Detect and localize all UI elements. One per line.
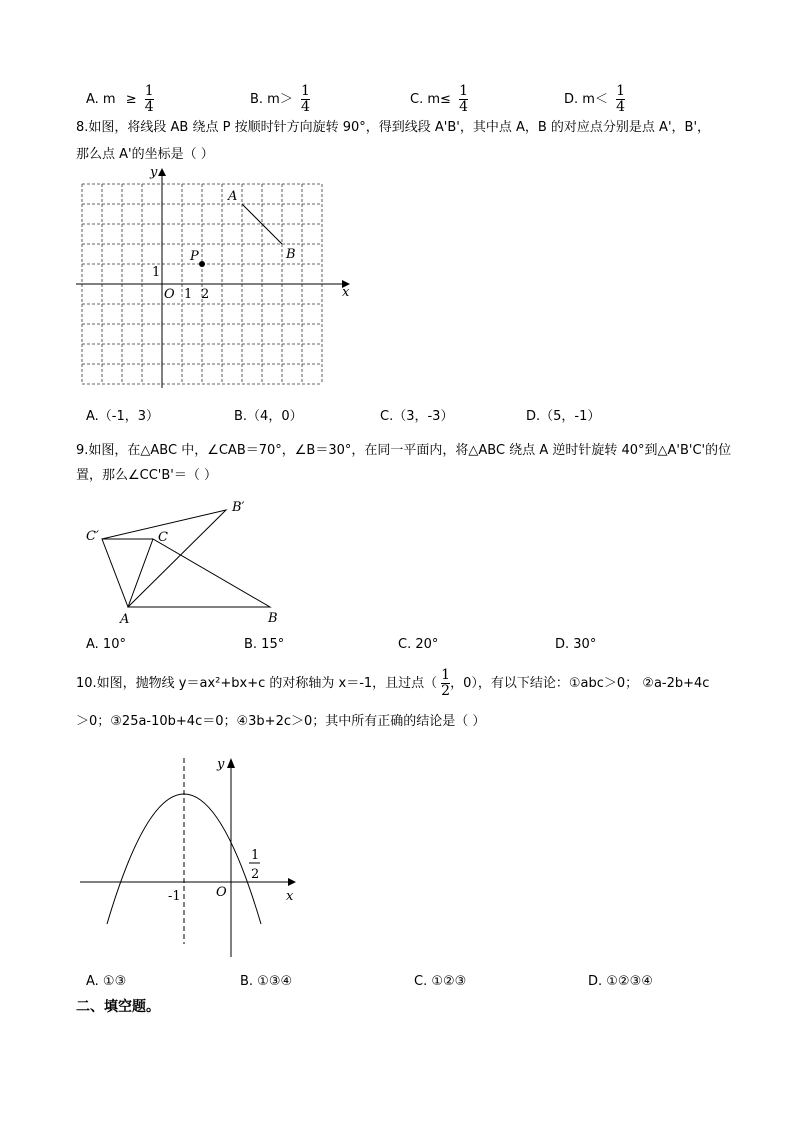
q8-option-a: A.（-1，3）	[86, 409, 160, 424]
point-p-label: P	[190, 249, 199, 264]
numerator: 1	[441, 667, 451, 683]
q8-option-d: D.（5，-1）	[526, 409, 601, 424]
q9-triangle-figure	[80, 495, 300, 630]
origin-label: O	[164, 287, 175, 302]
point-b-label: B	[286, 247, 296, 262]
denominator: 4	[144, 99, 154, 115]
y-tick-1: 1	[152, 265, 161, 280]
q9-option-a: A. 10°	[86, 637, 126, 652]
option-label: C. m	[410, 92, 441, 107]
fraction	[441, 668, 450, 699]
option-label: A. m	[86, 92, 116, 107]
triangle-abc	[128, 539, 270, 607]
q10-stem-line1	[76, 668, 709, 699]
x-axis-label: x	[286, 889, 294, 904]
option-label: D. m	[564, 92, 595, 107]
q10-option-c: C. ①②③	[414, 974, 467, 989]
q7-option-c	[410, 84, 468, 115]
stem-part-2: ，0），有以下结论：①abc＞0； ②a-2b+4c	[450, 676, 710, 691]
q8-stem-line1: 8.如图，将线段 AB 绕点 P 按顺时针方向旋转 90°，得到线段 A'B'，其中点 A，B 的对应点分别是点 A'，B'，	[76, 120, 711, 135]
point-a-label: A	[120, 612, 130, 627]
relation-symbol: ＜	[594, 92, 608, 107]
q8-grid-figure	[70, 162, 360, 392]
fraction	[301, 84, 310, 115]
q9-option-c: C. 20°	[398, 637, 439, 652]
q10-option-a: A. ①③	[86, 974, 127, 989]
y-axis-arrow	[158, 168, 166, 176]
q10-option-d: D. ①②③④	[588, 974, 653, 989]
q10-option-b: B. ①③④	[240, 974, 293, 989]
denominator: 4	[301, 99, 310, 115]
denominator: 4	[459, 99, 468, 115]
numerator: 1	[144, 83, 154, 99]
q9-stem-line2: 置，那么∠CC'B'＝（ ）	[76, 468, 218, 483]
half-numerator: 1	[251, 848, 260, 863]
point-b-label: B	[268, 611, 278, 626]
y-axis-arrow	[227, 758, 235, 768]
numerator: 1	[301, 83, 310, 99]
option-label: B. m	[250, 92, 280, 107]
point-c-label: C	[158, 530, 168, 545]
q9-stem-line1: 9.如图，在△ABC 中，∠CAB＝70°，∠B＝30°，在同一平面内，将△ABC 绕点 A 逆时针旋转 40°到△A'B'C'的位	[76, 443, 732, 458]
denominator: 4	[616, 99, 626, 115]
triangle-ab2c2	[102, 510, 226, 607]
y-axis-label: y	[217, 757, 225, 772]
point-p	[199, 261, 205, 267]
numerator: 1	[616, 83, 626, 99]
q9-option-d: D. 30°	[555, 637, 597, 652]
x-axis-label: x	[342, 285, 350, 300]
q8-option-c: C.（3，-3）	[380, 409, 454, 424]
q10-parabola-figure	[78, 752, 308, 962]
fraction	[616, 84, 625, 115]
x-tick-2: 2	[201, 287, 210, 302]
relation-symbol: ≤	[440, 92, 451, 107]
fraction	[459, 84, 468, 115]
denominator: 2	[441, 683, 451, 699]
relation-symbol: ≥	[125, 92, 137, 107]
q7-option-a	[86, 84, 154, 115]
x-tick-1: 1	[184, 287, 193, 302]
q7-option-b	[250, 84, 310, 115]
q7-option-d	[564, 84, 625, 115]
x-tick-minus-1: -1	[168, 889, 181, 904]
fraction	[145, 84, 154, 115]
origin-label: O	[216, 885, 227, 900]
point-b-prime-label: B′	[232, 500, 245, 515]
y-axis-label: y	[150, 165, 158, 180]
q8-option-b: B.（4，0）	[234, 409, 303, 424]
relation-symbol: ＞	[279, 92, 293, 107]
stem-part-1: 10.如图，抛物线 y＝ax²+bx+c 的对称轴为 x＝-1，且过点（	[76, 676, 438, 691]
numerator: 1	[459, 83, 468, 99]
point-c-prime-label: C′	[86, 529, 99, 544]
half-denominator: 2	[251, 867, 260, 882]
q9-option-b: B. 15°	[244, 637, 285, 652]
q10-stem-line2: ＞0；③25a-10b+4c＝0；④3b+2c＞0；其中所有正确的结论是（ ）	[76, 714, 486, 729]
x-axis-arrow	[288, 878, 296, 886]
point-a-label: A	[228, 189, 238, 204]
q8-stem-line2: 那么点 A'的坐标是（ ）	[76, 147, 214, 162]
section-heading: 二、填空题。	[76, 999, 160, 1015]
